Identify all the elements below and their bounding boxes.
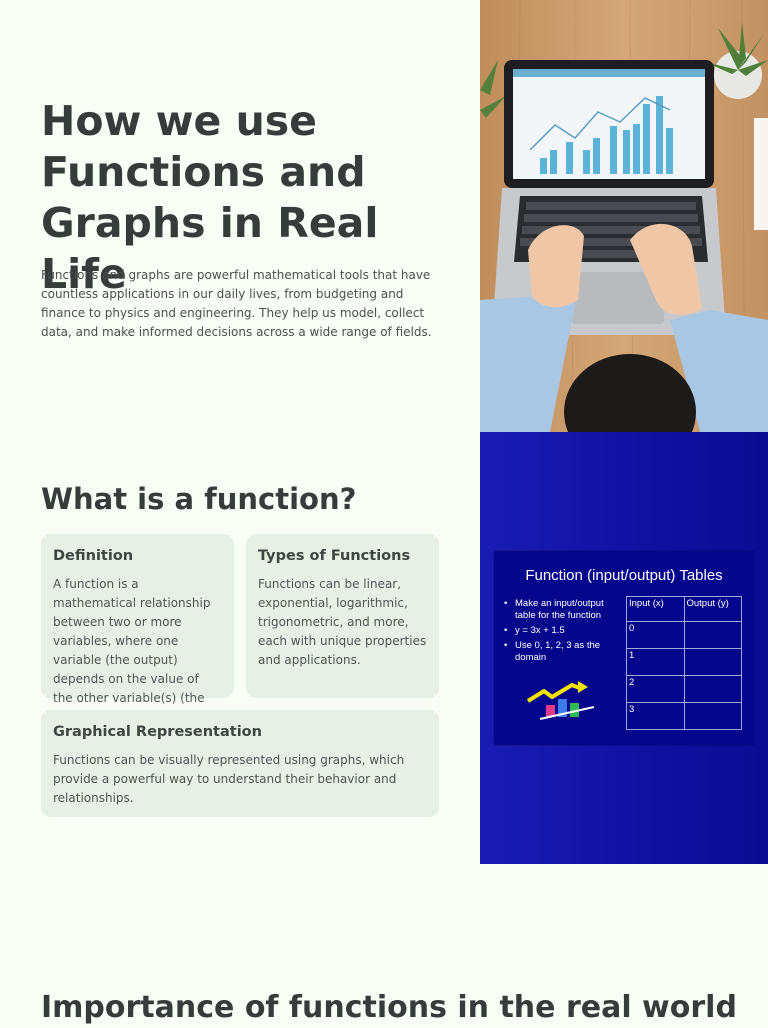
slide-panel	[480, 432, 768, 864]
card-graphical-representation	[41, 710, 439, 817]
table-row	[627, 703, 742, 730]
laptop-photo-illustration	[480, 0, 768, 432]
table-cell-input: 2	[627, 676, 685, 703]
laptop-photo	[480, 0, 768, 432]
card-title: Graphical Representation	[53, 724, 262, 740]
hero-title: How we use Functions and Graphs in Real Life	[41, 97, 379, 298]
input-output-table	[626, 596, 742, 730]
table-row	[627, 622, 742, 649]
slide-bullet: • Make an input/output table for the function	[504, 598, 622, 622]
slide-bullet: • Use 0, 1, 2, 3 as the domain	[504, 640, 622, 664]
table-row	[627, 676, 742, 703]
table-cell-output	[684, 703, 742, 730]
slide-bullet: • y = 3x + 1.5	[504, 625, 622, 637]
card-title: Definition	[53, 548, 134, 564]
slide-title: Function (input/output) Tables	[525, 567, 723, 584]
table-header-input: Input (x)	[627, 597, 685, 622]
card-text: A function is a mathematical relationship between two or more variables, where one variable (the output) depends on the value of the other variable(s) (the	[53, 577, 211, 705]
slide-bullet-list	[504, 598, 622, 667]
bottom-section-title: Importance of functions in the real world	[41, 990, 737, 1025]
card-definition	[41, 534, 234, 705]
function-table-slide	[494, 551, 754, 745]
table-cell-output	[684, 649, 742, 676]
hero-description: Functions and graphs are powerful mathematical tools that have countless applications in our daily lives, from budgeting and finance to physics and engineering. They help us model, collect data, and make informed decisions across a wide range of fields.	[41, 268, 432, 339]
rising-graph-icon	[526, 679, 596, 721]
table-header-output: Output (y)	[684, 597, 742, 622]
table-header-row	[627, 597, 742, 622]
card-title: Types of Functions	[258, 548, 411, 564]
card-text: Functions can be linear, exponential, logarithmic, trigonometric, and more, each with unique properties and applications.	[258, 577, 427, 667]
table-row	[627, 649, 742, 676]
section-title: What is a function?	[41, 482, 357, 516]
table-cell-output	[684, 676, 742, 703]
table-cell-input: 0	[627, 622, 685, 649]
table-cell-output	[684, 622, 742, 649]
card-text: Functions can be visually represented using graphs, which provide a powerful way to understand their behavior and relationships.	[53, 753, 405, 805]
card-types-of-functions	[246, 534, 439, 698]
table-cell-input: 3	[627, 703, 685, 730]
table-cell-input: 1	[627, 649, 685, 676]
